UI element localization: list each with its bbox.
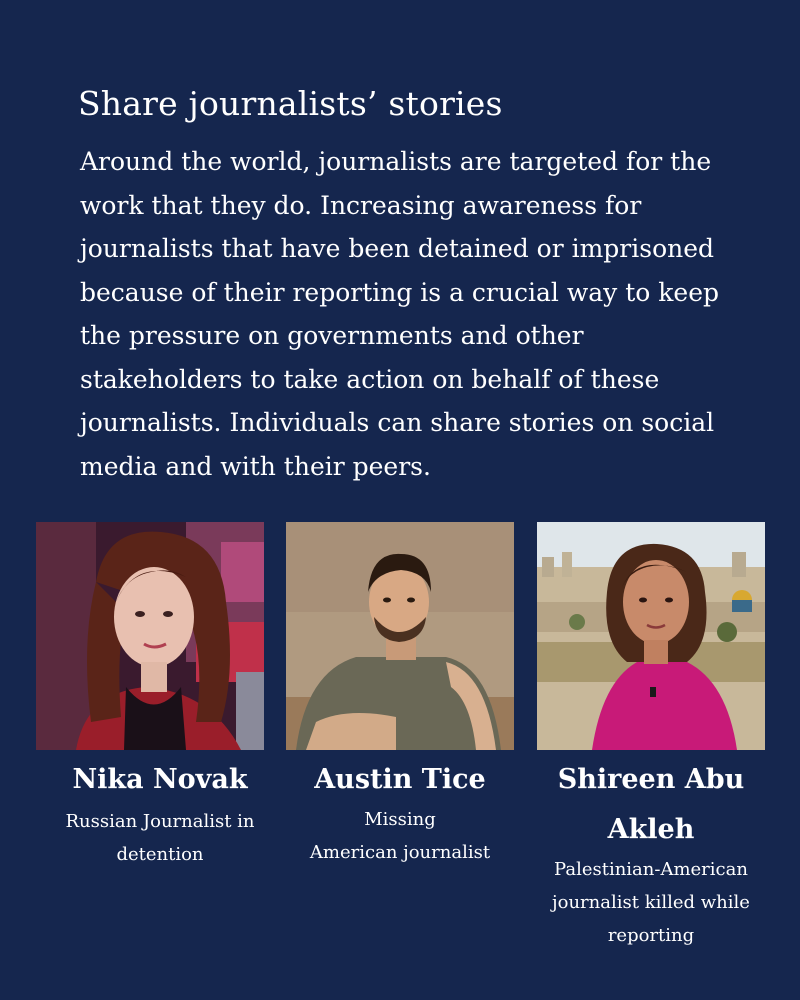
journalist-name-shireen-abu-akleh [537,755,765,855]
intro-line: stakeholders to take action on behalf of these [80,364,660,394]
name-line: Akleh [607,814,695,845]
desc-line: American journalist [309,842,491,863]
intro-line: media and with their peers. [80,451,431,481]
desc-line: Missing [364,809,436,830]
desc-line: Russian Journalist in [65,811,255,832]
journalist-photo-austin-tice [286,522,514,750]
intro-line: the pressure on governments and other [80,321,584,350]
intro-line: because of their reporting is a crucial way to keep [80,277,719,307]
intro-line: work that they do. Increasing awareness for [80,190,642,220]
journalist-name-austin-tice [286,755,514,805]
page-title: Share journalists’ stories [78,84,503,123]
desc-line: Palestinian-American [554,859,748,880]
name-line: Shireen Abu [557,764,745,795]
journalist-photo-shireen-abu-akleh [537,522,765,750]
desc-line: detention [116,844,204,865]
desc-line: journalist killed while [552,892,750,913]
journalist-desc-shireen-abu-akleh [527,853,775,952]
name-line: Austin Tice [314,764,486,795]
desc-line: reporting [607,925,695,946]
journalist-photo-nika-novak [36,522,264,750]
journalist-name-nika-novak [36,755,284,805]
intro-line: Around the world, journalists are targeted for the [80,147,712,176]
intro-line: journalists that have been detained or imprisoned [80,234,715,263]
intro-paragraph [80,140,730,488]
intro-line: journalists. Individuals can share stories on social [80,408,715,437]
journalist-desc-austin-tice [276,803,524,869]
journalist-desc-nika-novak [36,805,284,871]
name-line: Nika Novak [72,764,248,795]
